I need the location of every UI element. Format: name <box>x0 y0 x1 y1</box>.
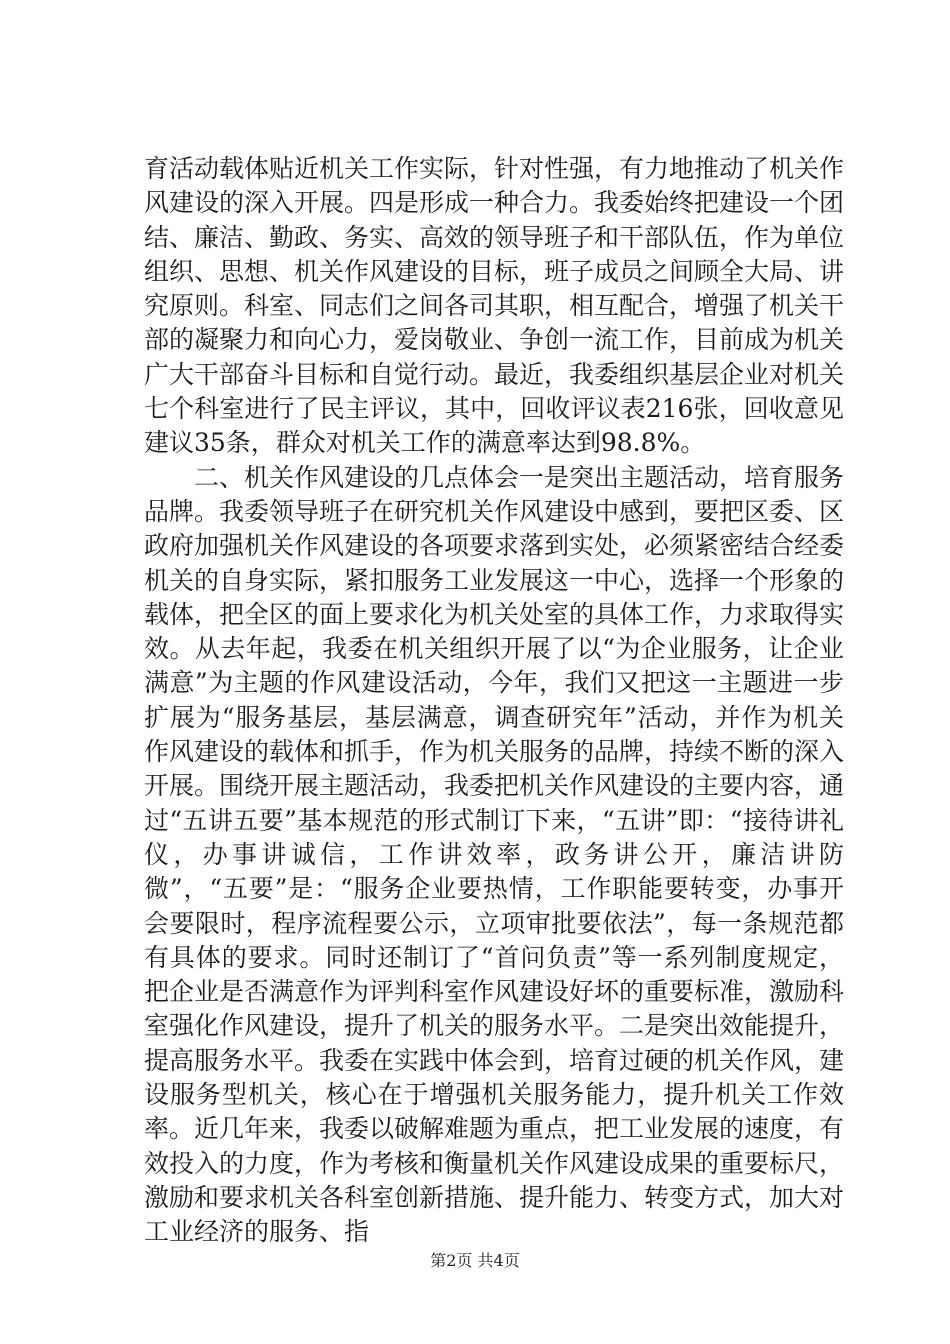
paragraph-continuation: 育活动载体贴近机关工作实际，针对性强，有力地推动了机关作风建设的深入开展。四是形成一种合力。我委始终把建设一个团结、廉洁、勤政、务实、高效的领导班子和干部队伍，作为单位组织、思想、机关作风建设的目标，班子成员之间顾全大局、讲究原则。科室、同志们之间各司其职，相互配合，增强了机关干部的凝聚力和向心力，爱岗敬业、争创一流工作，目前成为机关广大干部奋斗目标和自觉行动。最近，我委组织基层企业对机关七个科室进行了民主评议，其中，回收评议表216张，回收意见建议35条，群众对机关工作的满意率达到98.8%。 <box>144 154 845 458</box>
page-footer <box>0 1248 950 1271</box>
document-body <box>144 152 844 1250</box>
page-number-label: 第2页 共4页 <box>430 1251 520 1270</box>
paragraph-section-two: 二、机关作风建设的几点体会一是突出主题活动，培育服务品牌。我委领导班子在研究机关作风建设中感到，要把区委、区政府加强机关作风建设的各项要求落到实处，必须紧密结合经委机关的自身实际，紧扣服务工业发展这一中心，选择一个形象的载体，把全区的面上要求化为机关处室的具体工作，力求取得实效。从去年起，我委在机关组织开展了以“为企业服务，让企业满意”为主题的作风建设活动，今年，我们又把这一主题进一步扩展为“服务基层，基层满意，调查研究年”活动，并作为机关作风建设的载体和抓手，作为机关服务的品牌，持续不断的深入开展。围绕开展主题活动，我委把机关作风建设的主要内容，通过“五讲五要”基本规范的形式制订下来，“五讲”即：“接待讲礼仪，办事讲诚信，工作讲效率，政务讲公开，廉洁讲防微”，“五要”是：“服务企业要热情，工作职能要转变，办事开会要限时，程序流程要公示，立项审批要依法”，每一条规范都有具体的要求。同时还制订了“首问负责”等一系列制度规定，把企业是否满意作为评判科室作风建设好坏的重要标准，激励科室强化作风建设，提升了机关的服务水平。二是突出效能提升，提高服务水平。我委在实践中体会到，培育过硬的机关作风，建设服务型机关，核心在于增强机关服务能力，提升机关工作效率。近几年来，我委以破解难题为重点，把工业发展的速度，有效投入的力度，作为考核和衡量机关作风建设成果的重要标尺，激励和要求机关各科室创新措施、提升能力、转变方式，加大对工业经济的服务、指 <box>144 462 845 1247</box>
